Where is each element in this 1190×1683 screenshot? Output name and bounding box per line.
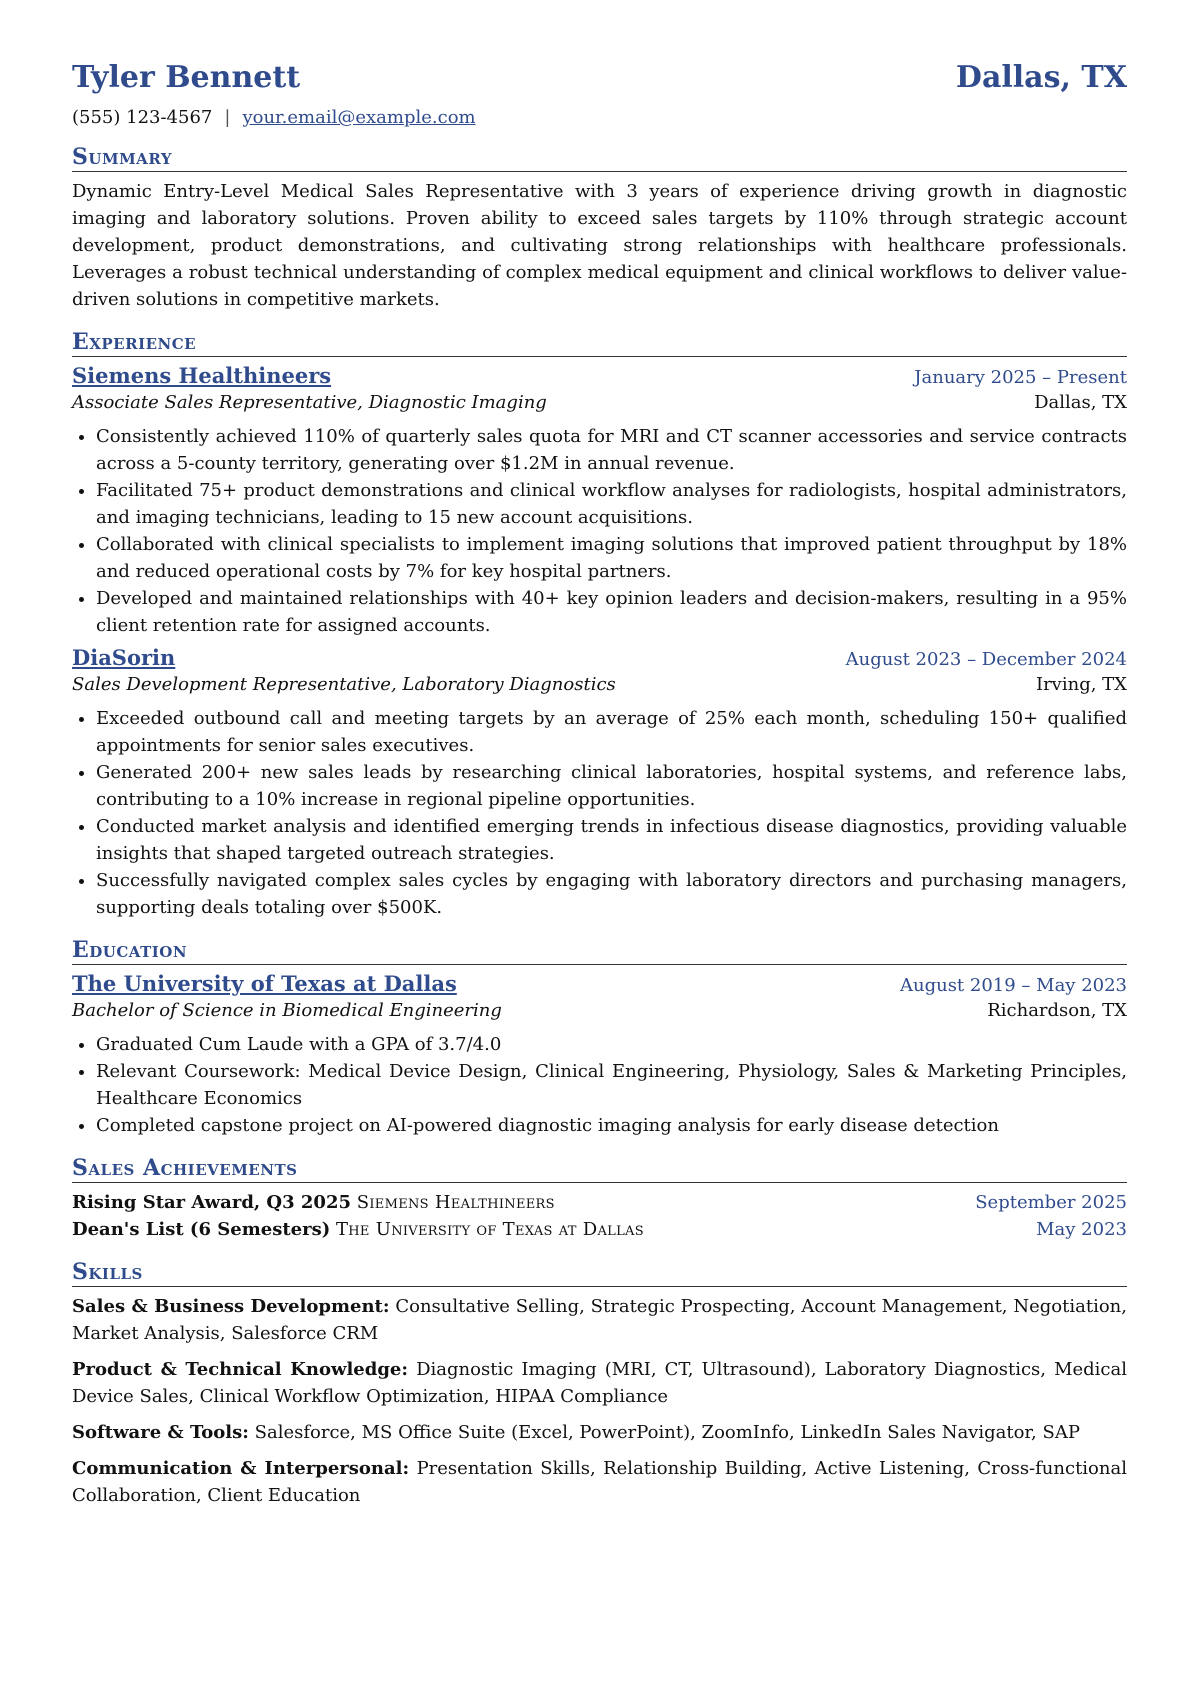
achievement-org: The University of Texas at Dallas xyxy=(335,1219,644,1240)
job-dates: January 2025 – Present xyxy=(914,367,1127,388)
achievement-item xyxy=(72,1216,1127,1243)
bullet-item: • Exceeded outbound call and meeting targets by an average of 25% each month, scheduling 150+ qualified appointments for senior sales executives. xyxy=(96,705,1127,759)
summary-heading: Summary xyxy=(72,144,1127,172)
contact-separator: | xyxy=(224,107,231,128)
bullet-item: • Generated 200+ new sales leads by researching clinical laboratories, hospital systems, and reference labs, contributing to a 10% increase in regional pipeline opportunities. xyxy=(96,759,1127,813)
skill-text: Salesforce, MS Office Suite (Excel, PowerPoint), ZoomInfo, LinkedIn Sales Navigator, SAP xyxy=(254,1422,1080,1443)
education-entry xyxy=(72,971,1127,1139)
skill-text: Presentation Skills, Relationship Building, Active Listening, Cross-functional Collaboration, Client Education xyxy=(72,1458,1127,1506)
achievement-date: September 2025 xyxy=(975,1192,1127,1213)
school-location: Richardson, TX xyxy=(987,1000,1127,1021)
achievements-heading: Sales Achievements xyxy=(72,1155,1127,1183)
job-location: Dallas, TX xyxy=(1034,392,1127,413)
skill-group xyxy=(72,1455,1127,1509)
achievement-org: Siemens Healthineers xyxy=(356,1192,555,1213)
job-entry-siemens xyxy=(72,363,1127,639)
achievement-date: May 2023 xyxy=(1036,1219,1127,1240)
job-bullets xyxy=(72,423,1127,639)
job-entry-diasorin xyxy=(72,645,1127,921)
experience-heading: Experience xyxy=(72,329,1127,357)
skill-label: Product & Technical Knowledge: xyxy=(72,1359,409,1380)
resume-header xyxy=(72,60,1127,95)
company-name: DiaSorin xyxy=(72,645,176,670)
summary-text: Dynamic Entry-Level Medical Sales Representative with 3 years of experience driving growth in diagnostic imaging and laboratory solutions. Proven ability to exceed sales targets by 110% through strategic account development, product demonstrations, and cultivating strong relationships with healthcare professionals. Leverages a robust technical understanding of complex medical equipment and clinical workflows to deliver value-driven solutions in competitive markets. xyxy=(72,181,1127,310)
candidate-name: Tyler Bennett xyxy=(72,60,301,95)
education-heading: Education xyxy=(72,937,1127,965)
skill-label: Sales & Business Development: xyxy=(72,1296,390,1317)
skill-label: Software & Tools: xyxy=(72,1422,249,1443)
job-role: Sales Development Representative, Laboratory Diagnostics xyxy=(72,674,616,695)
candidate-location: Dallas, TX xyxy=(955,60,1127,95)
achievement-title: Rising Star Award, Q3 2025 xyxy=(72,1192,351,1213)
skill-group xyxy=(72,1356,1127,1410)
bullet-item: • Completed capstone project on AI-powered diagnostic imaging analysis for early disease detection xyxy=(96,1112,1127,1139)
school-name: The University of Texas at Dallas xyxy=(72,971,457,996)
bullet-item: • Relevant Coursework: Medical Device Design, Clinical Engineering, Physiology, Sales & Marketing Principles, Healthcare Economics xyxy=(96,1058,1127,1112)
bullet-item: • Successfully navigated complex sales cycles by engaging with laboratory directors and purchasing managers, supporting deals totaling over $500K. xyxy=(96,867,1127,921)
company-name: Siemens Healthineers xyxy=(72,363,332,388)
bullet-item: • Facilitated 75+ product demonstrations and clinical workflow analyses for radiologists, hospital administrators, and imaging technicians, leading to 15 new account acquisitions. xyxy=(96,477,1127,531)
resume-page xyxy=(72,60,1127,1518)
skills-heading: Skills xyxy=(72,1259,1127,1287)
bullet-item: • Conducted market analysis and identified emerging trends in infectious disease diagnostics, providing valuable insights that shaped targeted outreach strategies. xyxy=(96,813,1127,867)
achievement-item xyxy=(72,1189,1127,1216)
bullet-item: • Graduated Cum Laude with a GPA of 3.7/4.0 xyxy=(96,1031,1127,1058)
skill-text: Consultative Selling, Strategic Prospecting, Account Management, Negotiation, Market Analysis, Salesforce CRM xyxy=(72,1296,1127,1344)
job-location: Irving, TX xyxy=(1035,674,1127,695)
bullet-item: • Collaborated with clinical specialists to implement imaging solutions that improved patient throughput by 18% and reduced operational costs by 7% for key hospital partners. xyxy=(96,531,1127,585)
job-bullets xyxy=(72,705,1127,921)
education-dates: August 2019 – May 2023 xyxy=(899,975,1127,996)
skill-group xyxy=(72,1293,1127,1347)
education-bullets xyxy=(72,1031,1127,1139)
skills-list xyxy=(72,1293,1127,1509)
email-link[interactable]: your.email@example.com xyxy=(242,107,476,128)
skill-label: Communication & Interpersonal: xyxy=(72,1458,410,1479)
achievements-list xyxy=(72,1189,1127,1243)
skill-group xyxy=(72,1419,1127,1446)
job-role: Associate Sales Representative, Diagnostic Imaging xyxy=(72,392,547,413)
contact-line xyxy=(72,107,1127,128)
job-dates: August 2023 – December 2024 xyxy=(845,649,1127,670)
achievement-title: Dean's List (6 Semesters) xyxy=(72,1219,331,1240)
phone-number: (555) 123-4567 xyxy=(72,107,213,128)
degree-name: Bachelor of Science in Biomedical Engineering xyxy=(72,1000,502,1021)
bullet-item: • Consistently achieved 110% of quarterly sales quota for MRI and CT scanner accessories and service contracts across a 5-county territory, generating over $1.2M in annual revenue. xyxy=(96,423,1127,477)
bullet-item: • Developed and maintained relationships with 40+ key opinion leaders and decision-makers, resulting in a 95% client retention rate for assigned accounts. xyxy=(96,585,1127,639)
skill-text: Diagnostic Imaging (MRI, CT, Ultrasound), Laboratory Diagnostics, Medical Device Sales, Clinical Workflow Optimization, HIPAA Compliance xyxy=(72,1359,1128,1407)
